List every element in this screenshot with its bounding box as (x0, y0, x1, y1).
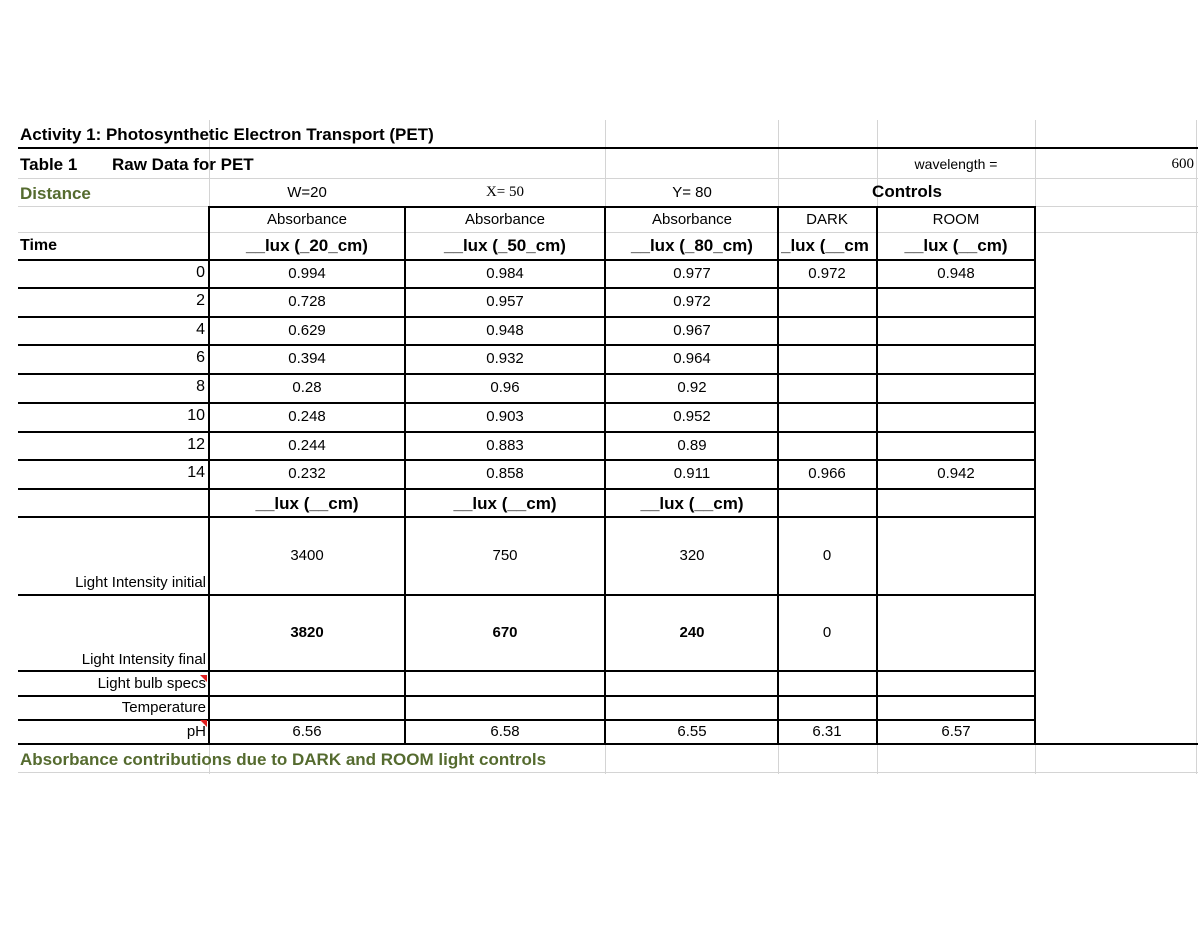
comment-marker[interactable] (200, 675, 207, 682)
absorbance-y-value: 0.911 (673, 465, 711, 482)
lux-w: __lux (_20_cm) (246, 236, 368, 255)
time-value: 12 (187, 436, 205, 453)
absorbance-x-value: 0.984 (486, 265, 524, 282)
ph-w: 6.56 (292, 723, 322, 740)
absorbance-w-value: 0.629 (288, 322, 326, 339)
wavelength-value: 600 (1171, 156, 1194, 172)
gridline (18, 772, 1198, 773)
column-w-header: W=20 (287, 184, 327, 201)
temperature-label: Temperature (121, 699, 206, 716)
absorbance-w-value: 0.994 (288, 265, 326, 282)
gridline (18, 178, 1198, 179)
lux2-x: __lux (__cm) (453, 494, 557, 513)
border-line (18, 373, 1035, 375)
lux2-w: __lux (__cm) (255, 494, 359, 513)
border-line (18, 431, 1035, 433)
border-line (18, 695, 1035, 697)
absorbance-x-value: 0.903 (486, 408, 524, 425)
border-line (876, 206, 878, 744)
time-value: 4 (196, 321, 205, 338)
border-line (18, 670, 1035, 672)
ph-room: 6.57 (941, 723, 971, 740)
room-header: ROOM (932, 211, 980, 228)
column-x-header: X= 50 (485, 184, 525, 200)
column-y-header: Y= 80 (672, 184, 712, 201)
light-final-y: 240 (679, 624, 705, 641)
time-value: 0 (196, 264, 205, 281)
border-line (404, 206, 406, 744)
absorbance-y-header: Absorbance (651, 211, 733, 228)
border-line (18, 719, 1035, 721)
absorbance-room-value: 0.942 (937, 465, 975, 482)
light-initial-dark: 0 (822, 547, 832, 564)
time-value: 10 (187, 407, 205, 424)
table-label: Table 1 (20, 155, 78, 174)
absorbance-y-value: 0.977 (673, 265, 711, 282)
border-line (18, 488, 1035, 490)
border-line (18, 516, 1035, 518)
lux2-y: __lux (__cm) (640, 494, 744, 513)
border-line (208, 206, 210, 744)
absorbance-dark-value: 0.972 (808, 265, 846, 282)
absorbance-x-value: 0.957 (486, 293, 524, 310)
time-value: 14 (187, 464, 205, 481)
absorbance-x-value: 0.948 (486, 322, 524, 339)
time-value: 6 (196, 349, 205, 366)
dark-header: DARK (806, 211, 848, 228)
absorbance-y-value: 0.964 (673, 350, 711, 367)
light-initial-label: Light Intensity initial (75, 574, 206, 591)
absorbance-w-value: 0.728 (288, 293, 326, 310)
ph-label: pH (186, 723, 206, 740)
absorbance-x-header: Absorbance (464, 211, 546, 228)
border-line (18, 594, 1035, 596)
absorbance-y-value: 0.89 (677, 437, 707, 454)
border-line (18, 344, 1035, 346)
light-initial-y: 320 (679, 547, 705, 564)
light-initial-w: 3400 (290, 547, 324, 564)
time-value: 8 (196, 378, 205, 395)
border-line (604, 206, 606, 744)
table-name: Raw Data for PET (112, 155, 254, 174)
time-label: Time (20, 237, 58, 254)
absorbance-w-value: 0.248 (288, 408, 326, 425)
footer-note: Absorbance contributions due to DARK and ROOM light controls (20, 750, 547, 769)
gridline (1196, 120, 1197, 774)
absorbance-y-value: 0.967 (673, 322, 711, 339)
absorbance-w-value: 0.394 (288, 350, 326, 367)
border-line (18, 259, 1035, 261)
absorbance-x-value: 0.858 (486, 465, 524, 482)
absorbance-w-value: 0.28 (292, 379, 322, 396)
lux-dark: _lux (__cm (781, 237, 869, 254)
border-line (209, 206, 1035, 208)
lux-y: __lux (_80_cm) (631, 236, 753, 255)
time-value: 2 (196, 292, 205, 309)
bulb-specs-label: Light bulb specs (97, 675, 206, 692)
light-final-w: 3820 (290, 624, 324, 641)
border-line (18, 287, 1035, 289)
wavelength-label: wavelength = (914, 156, 998, 172)
activity-title: Activity 1: Photosynthetic Electron Transport (PET) (20, 125, 434, 144)
absorbance-x-value: 0.932 (486, 350, 524, 367)
ph-x: 6.58 (490, 723, 520, 740)
absorbance-w-value: 0.244 (288, 437, 326, 454)
absorbance-y-value: 0.972 (673, 293, 711, 310)
absorbance-y-value: 0.952 (673, 408, 711, 425)
controls-header: Controls (872, 182, 942, 201)
absorbance-x-value: 0.96 (490, 379, 520, 396)
light-initial-x: 750 (492, 547, 518, 564)
absorbance-y-value: 0.92 (677, 379, 707, 396)
light-final-label: Light Intensity final (81, 651, 206, 668)
absorbance-x-value: 0.883 (486, 437, 524, 454)
border-line (18, 147, 1198, 149)
light-final-dark: 0 (822, 624, 832, 641)
gridline (18, 232, 1198, 233)
lux-x: __lux (_50_cm) (444, 236, 566, 255)
border-line (18, 402, 1035, 404)
lux-room: __lux (__cm) (904, 236, 1008, 255)
border-line (18, 743, 1198, 745)
ph-y: 6.55 (677, 723, 707, 740)
absorbance-w-header: Absorbance (266, 211, 348, 228)
border-line (18, 316, 1035, 318)
ph-dark: 6.31 (812, 723, 842, 740)
border-line (18, 459, 1035, 461)
border-line (1034, 206, 1036, 744)
border-line (777, 206, 779, 744)
distance-label: Distance (20, 184, 91, 203)
absorbance-room-value: 0.948 (937, 265, 975, 282)
absorbance-dark-value: 0.966 (808, 465, 846, 482)
light-final-x: 670 (492, 624, 518, 641)
absorbance-w-value: 0.232 (288, 465, 326, 482)
